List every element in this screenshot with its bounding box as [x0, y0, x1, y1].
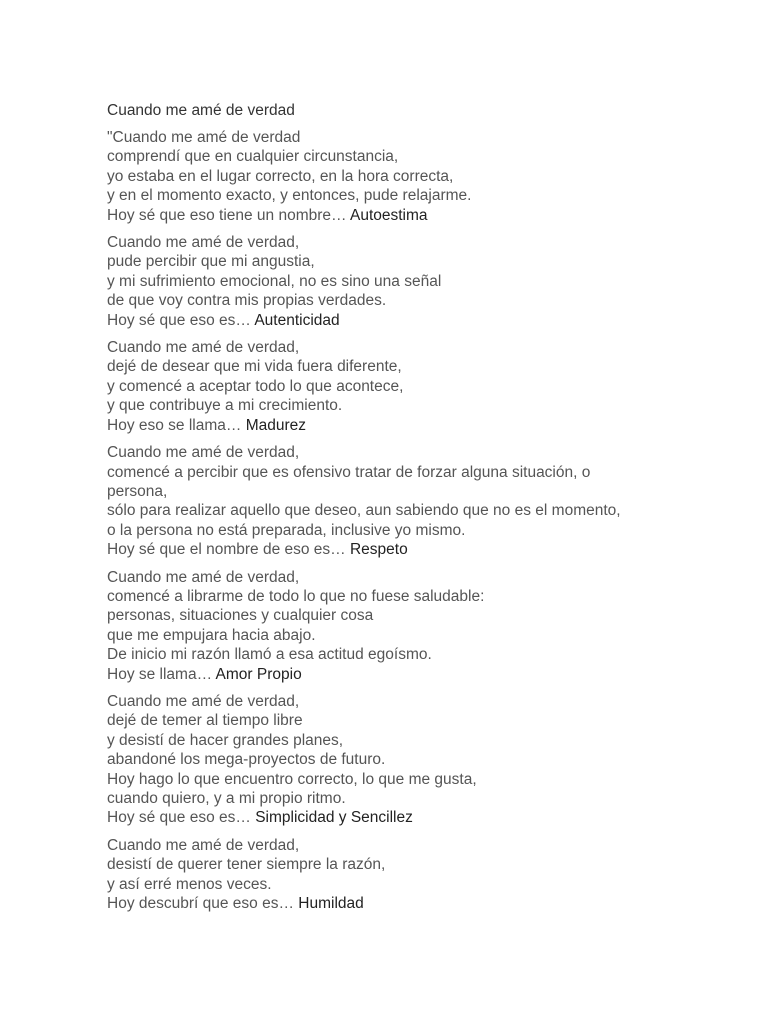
stanza-2	[107, 233, 707, 330]
stanza-line: sólo para realizar aquello que deseo, aun sabiendo que no es el momento,	[107, 502, 621, 520]
final-line-prefix: Hoy sé que eso es…	[107, 809, 256, 827]
final-line-keyword: Autoestima	[349, 206, 428, 224]
stanza-line: comprendí que en cualquier circunstancia,	[107, 148, 399, 166]
stanza-line: yo estaba en el lugar correcto, en la hora correcta,	[107, 167, 454, 185]
stanza-line: y así erré menos veces.	[107, 875, 272, 893]
final-line-prefix: Hoy eso se llama…	[107, 416, 246, 434]
stanza-line: De inicio mi razón llamó a esa actitud egoísmo.	[107, 646, 432, 664]
final-line-keyword: Simplicidad y Sencillez	[255, 809, 413, 827]
stanza-line: comencé a librarme de todo lo que no fuese saludable:	[107, 587, 485, 605]
stanza-4	[107, 443, 707, 559]
stanza-line: persona,	[107, 482, 168, 500]
stanza-line: Hoy hago lo que encuentro correcto, lo que me gusta,	[107, 770, 477, 788]
stanza-line: abandoné los mega-proyectos de futuro.	[107, 751, 386, 769]
stanza-line: "Cuando me amé de verdad	[107, 129, 301, 146]
stanza-line: pude percibir que mi angustia,	[107, 253, 315, 271]
page-title: Cuando me amé de verdad	[107, 102, 295, 119]
final-line-prefix: Hoy se llama…	[107, 665, 216, 683]
final-line-prefix: Hoy sé que el nombre de eso es…	[107, 541, 350, 559]
stanza-line: o la persona no está preparada, inclusive yo mismo.	[107, 521, 466, 539]
stanza-7	[107, 836, 707, 914]
stanza-3	[107, 338, 707, 435]
stanza-line: Cuando me amé de verdad,	[107, 234, 300, 252]
final-line-prefix: Hoy sé que eso es…	[107, 311, 255, 329]
final-line-prefix: Hoy descubrí que eso es…	[107, 895, 299, 913]
stanza-line: Cuando me amé de verdad,	[107, 836, 300, 854]
stanza-line: de que voy contra mis propias verdades.	[107, 292, 387, 310]
stanza-final-line	[107, 894, 707, 913]
stanza-line: que me empujara hacia abajo.	[107, 626, 316, 644]
poem-body	[107, 128, 707, 913]
stanza-line: Cuando me amé de verdad,	[107, 568, 300, 586]
stanza-line: y en el momento exacto, y entonces, pude relajarme.	[107, 187, 472, 205]
stanza-line: Cuando me amé de verdad,	[107, 692, 300, 710]
stanza-line: dejé de temer al tiempo libre	[107, 712, 303, 730]
stanza-final-line	[107, 311, 707, 330]
stanza-line: personas, situaciones y cualquier cosa	[107, 607, 374, 625]
stanza-line: y que contribuye a mi crecimiento.	[107, 397, 343, 415]
stanza-line: y desistí de hacer grandes planes,	[107, 731, 344, 749]
final-line-prefix: Hoy sé que eso tiene un nombre…	[107, 206, 350, 224]
final-line-keyword: Amor Propio	[215, 665, 302, 683]
stanza-line: dejé de desear que mi vida fuera diferente,	[107, 358, 402, 376]
stanza-final-line	[107, 665, 707, 684]
stanza-6	[107, 692, 707, 828]
stanza-final-line	[107, 540, 707, 559]
stanza-final-line	[107, 808, 707, 827]
stanza-final-line	[107, 416, 707, 435]
final-line-keyword: Madurez	[245, 416, 307, 434]
stanza-line: comencé a percibir que es ofensivo tratar de forzar alguna situación, o	[107, 463, 591, 481]
stanza-line: desistí de querer tener siempre la razón,	[107, 856, 386, 874]
stanza-1	[107, 128, 707, 225]
final-line-keyword: Humildad	[298, 895, 364, 913]
final-line-keyword: Respeto	[349, 541, 408, 559]
stanza-final-line	[107, 206, 707, 225]
stanza-line: Cuando me amé de verdad,	[107, 339, 300, 357]
stanza-line: Cuando me amé de verdad,	[107, 444, 300, 462]
stanza-line: y comencé a aceptar todo lo que acontece,	[107, 377, 404, 395]
stanza-line: cuando quiero, y a mi propio ritmo.	[107, 790, 346, 807]
stanza-5	[107, 568, 707, 684]
document-page	[107, 101, 707, 921]
stanza-line: y mi sufrimiento emocional, no es sino una señal	[107, 272, 442, 290]
final-line-keyword: Autenticidad	[254, 311, 340, 329]
